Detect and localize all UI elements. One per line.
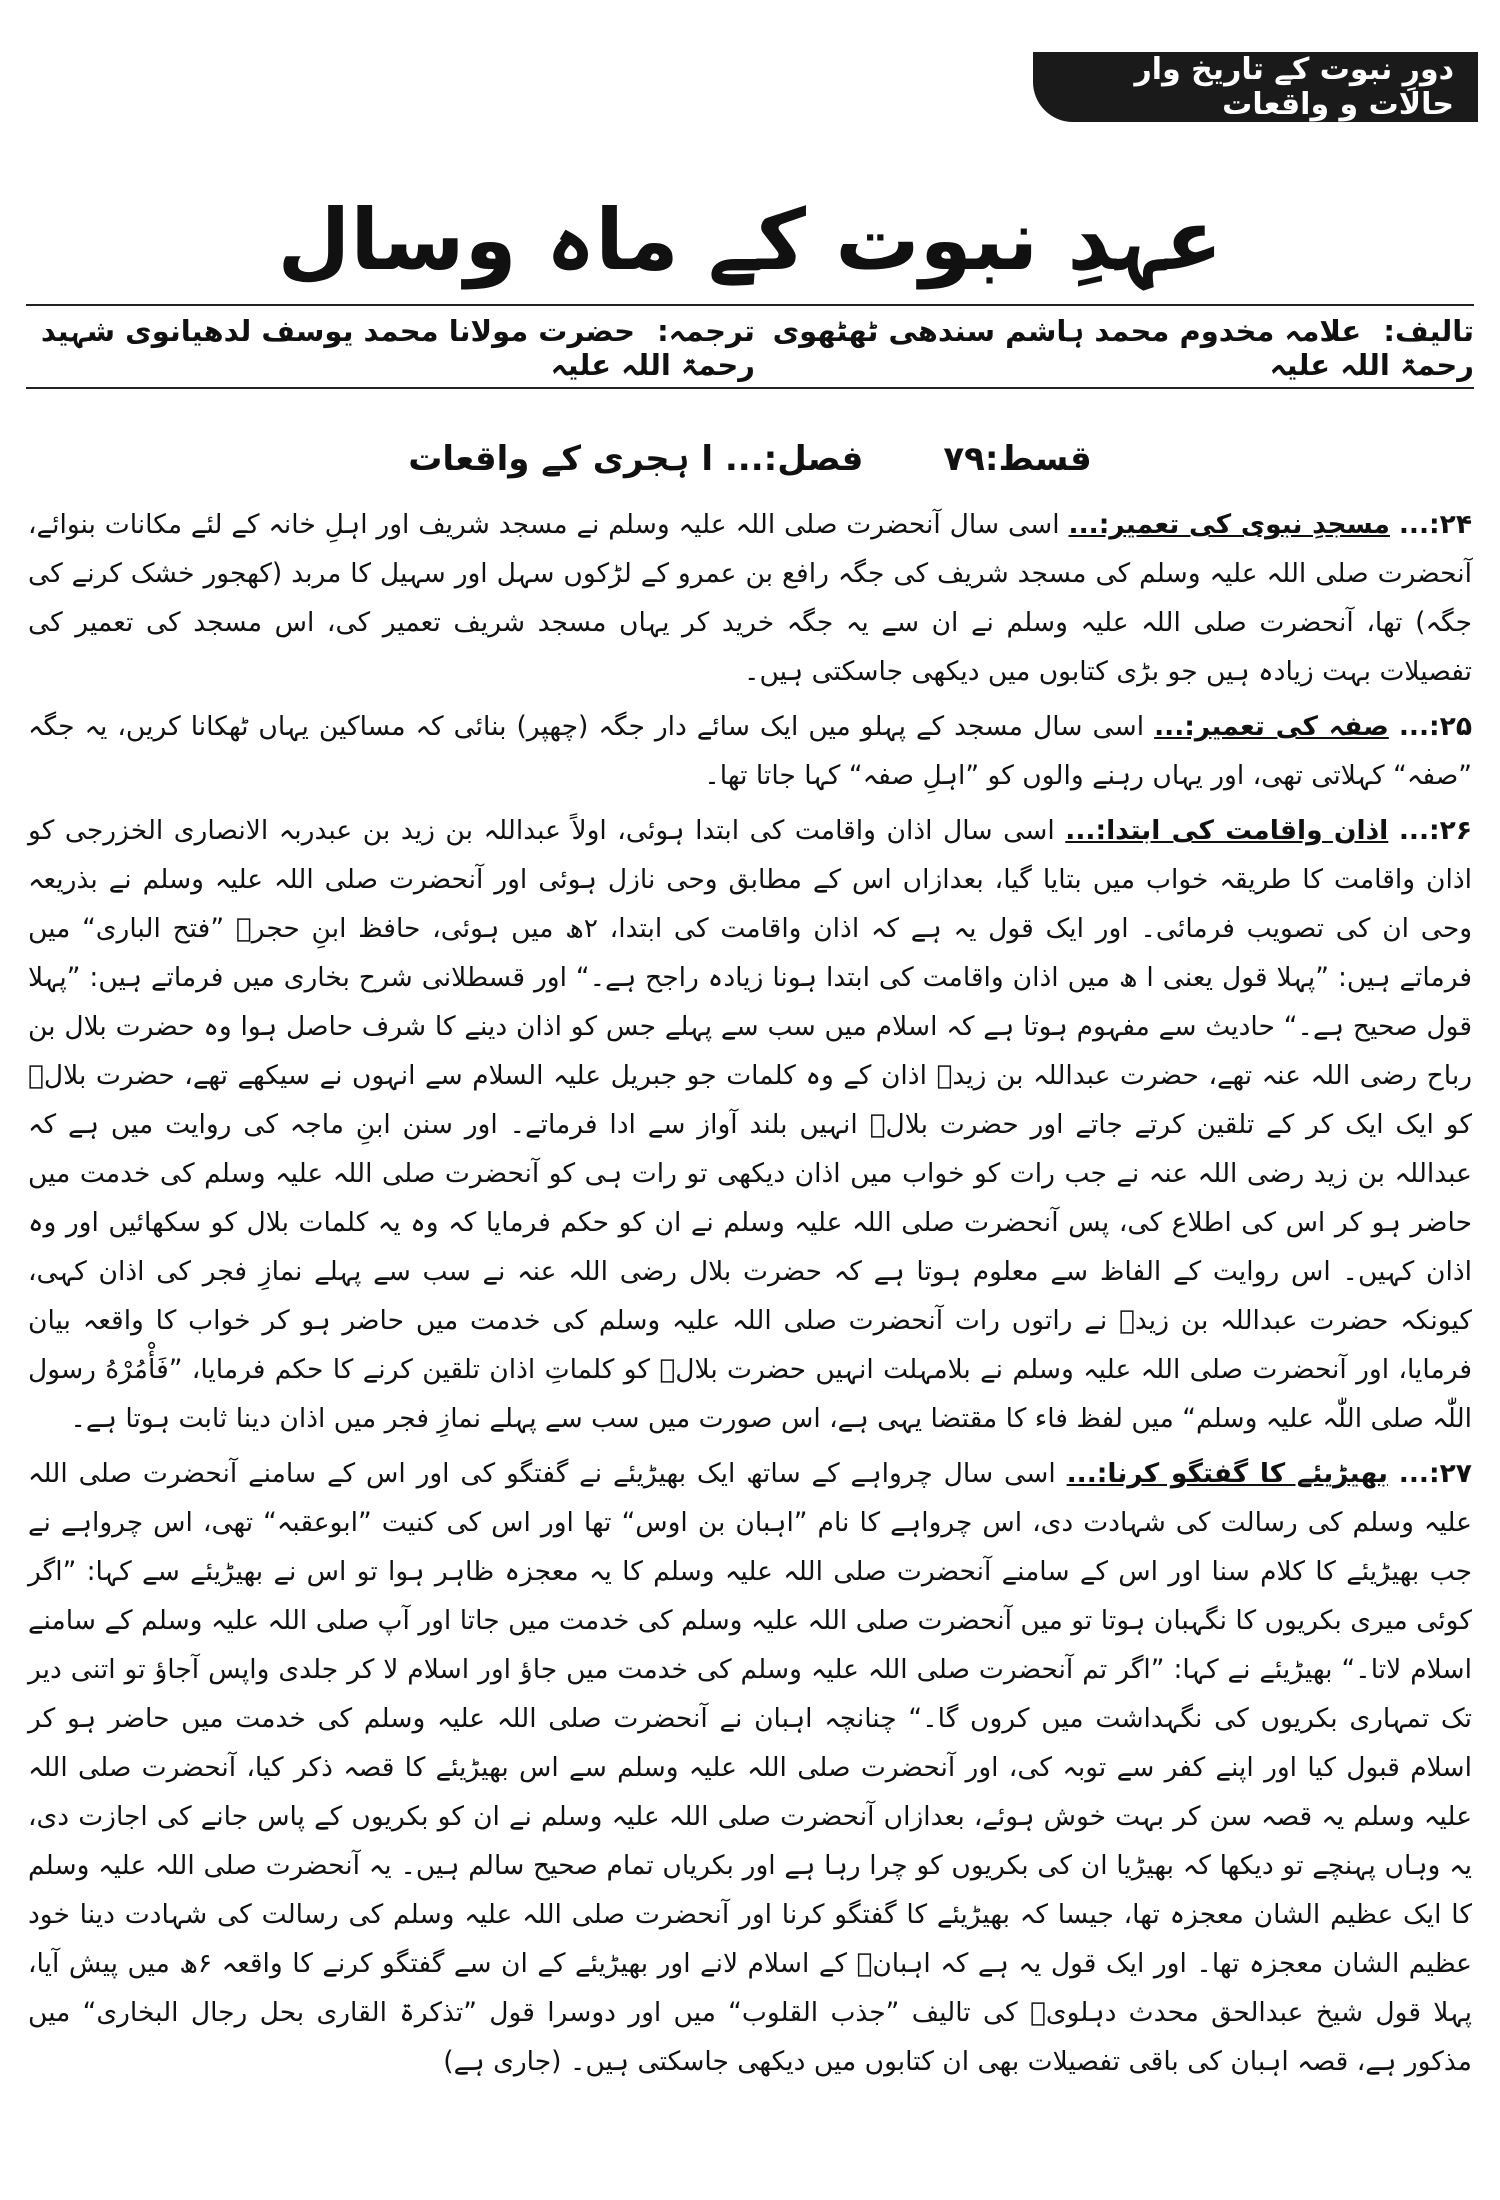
section-number: ۲۵:...: [1398, 711, 1472, 742]
continued-note: (جاری ہے): [443, 2046, 562, 2077]
chapter-title: فصل:... ا ہجری کے واقعات: [408, 439, 864, 479]
series-tab: [1033, 52, 1478, 122]
author-label: تالیف:: [1383, 314, 1474, 348]
section-25: [28, 702, 1472, 800]
episode-number: قسط:۷۹: [943, 438, 1092, 479]
translator-name: حضرت مولانا محمد یوسف لدھیانوی شہید رحمۃ اللہ علیہ: [40, 314, 755, 382]
section-27: [28, 1449, 1472, 2086]
credits-row: [26, 314, 1474, 382]
section-24: [28, 500, 1472, 696]
author-name: علامہ مخدوم محمد ہاشم سندھی ٹھٹھوی رحمۃ اللہ علیہ: [772, 314, 1474, 382]
section-heading: صفہ کی تعمیر:...: [1154, 711, 1389, 742]
section-text: اسی سال مسجد کے پہلو میں ایک سائے دار جگہ (چھپر) بنائی کہ مساکین یہاں ٹھکانا کریں، یہ جگہ ”صفہ“ کہلاتی تھی، اور یہاں رہنے والوں کو ”اہلِ صفہ“ کہا جاتا تھا۔: [28, 711, 1472, 791]
translator-credit: [26, 314, 755, 382]
section-text: اسی سال آنحضرت صلی اللہ علیہ وسلم نے مسجد شریف اور اہلِ خانہ کے لئے مکانات بنوائے، آنحضرت صلی اللہ علیہ وسلم کی مسجد شریف کی جگہ رافع بن عمرو کے لڑکوں سہل اور سہیل کا مربد (کھجور خشک کرنے کی جگہ) تھا، آنحضرت صلی اللہ علیہ وسلم نے ان سے یہ جگہ خرید کر یہاں مسجد شریف تعمیر کی، اس مسجد کی تعمیر کی تفصیلات بہت زیادہ ہیں جو بڑی کتابوں میں دیکھی جاسکتی ہیں۔: [28, 509, 1472, 687]
divider-top: [26, 304, 1474, 306]
article-body: [28, 500, 1472, 2092]
series-tab-label: دورِ نبوت کے تاریخ وار حالات و واقعات: [1134, 52, 1454, 122]
section-26: [28, 806, 1472, 1443]
translator-label: ترجمہ:: [657, 314, 755, 348]
section-text: اسی سال اذان واقامت کی ابتدا ہوئی، اولاً عبداللہ بن زید بن عبدربہ الانصاری الخزرجی کو اذان واقامت کا طریقہ خواب میں بتایا گیا، بعدازاں اس کے مطابق وحی نازل ہوئی اور آنحضرت صلی اللہ علیہ وسلم نے بذریعہ وحی ان کی تصویب فرمائی۔ اور ایک قول یہ ہے کہ اذان واقامت کی ابتدا، ۲ھ میں ہوئی، حافظ ابنِ حجرؒ ”فتح الباری“ میں فرماتے ہیں: ”پہلا قول یعنی ا ھ میں اذان واقامت کی ابتدا ہونا زیادہ راجح ہے۔“ اور قسطلانی شرح بخاری میں فرماتے ہیں: ”پہلا قول صحیح ہے۔“ حادیث سے مفہوم ہوتا ہے کہ اسلام میں سب سے پہلے جس کو اذان دینے کا شرف حاصل ہوا وہ حضرت بلال بن رباح رضی اللہ عنہ تھے، حضرت عبداللہ بن زیدؓ اذان کے وہ کلمات جو جبریل علیہ السلام سے انہوں نے سیکھے تھے، حضرت بلالؓ کو ایک ایک کر کے تلقین کرتے جاتے اور حضرت بلالؓ انہیں بلند آواز سے ادا فرماتے۔ اور سنن ابنِ ماجہ کی روایت میں ہے کہ عبداللہ بن زید رضی اللہ عنہ نے جب رات کو خواب میں اذان دیکھی تو رات ہی کو آنحضرت صلی اللہ علیہ وسلم کی خدمت میں حاضر ہو کر اس کی اطلاع کی، پس آنحضرت صلی اللہ علیہ وسلم نے ان کو حکم فرمایا کہ وہ یہ کلمات بلال کو سکھائیں اور وہ اذان کہیں۔ اس روایت کے الفاظ سے معلوم ہوتا ہے کہ حضرت بلال رضی اللہ عنہ نے سب سے پہلے نمازِ فجر کی اذان کہی، کیونکہ حضرت عبداللہ بن زیدؓ نے راتوں رات آنحضرت صلی اللہ علیہ وسلم کی خدمت میں حاضر ہو کر خواب کا واقعہ بیان فرمایا، اور آنحضرت صلی اللہ علیہ وسلم نے بلامہلت انہیں حضرت بلالؓ کو کلماتِ اذان تلقین کرنے کا حکم فرمایا، ”فَأْمُرْهُ رسول اللّٰہ صلی اللّٰہ علیہ وسلم“ میں لفظ فاء کا مقتضا یہی ہے، اس صورت میں سب سے پہلے نمازِ فجر میں اذان دینا ثابت ہوتا ہے۔: [28, 815, 1473, 1434]
article-title: عہدِ نبوت کے ماہ وسال: [277, 191, 1223, 289]
section-text: اسی سال چرواہے کے ساتھ ایک بھیڑیئے نے گفتگو کی اور اس کے سامنے آنحضرت صلی اللہ علیہ وسلم کی رسالت کی شہادت دی، اس چرواہے کا نام ”اہبان بن اوس“ تھا اور اس کی کنیت ”ابوعقبہ“ تھی، اس چرواہے نے جب بھیڑیئے کا کلام سنا اور اس کے سامنے آنحضرت صلی اللہ علیہ وسلم کا یہ معجزہ ظاہر ہوا تو اس نے بھیڑیئے سے کہا: ”اگر کوئی میری بکریوں کا نگہبان ہوتا تو میں آنحضرت صلی اللہ علیہ وسلم کی خدمت میں جاتا اور آپ صلی اللہ علیہ وسلم کے سامنے اسلام لاتا۔“ بھیڑیئے نے کہا: ”اگر تم آنحضرت صلی اللہ علیہ وسلم کی خدمت میں جاؤ اور اسلام لا کر جلدی واپس آجاؤ تو اتنی دیر تک تمہاری بکریوں کی نگہداشت میں کروں گا۔“ چنانچہ اہبان نے آنحضرت صلی اللہ علیہ وسلم کی خدمت میں حاضر ہو کر اسلام قبول کیا اور اپنے کفر سے توبہ کی، اور آنحضرت صلی اللہ علیہ وسلم سے اس بھیڑیئے کا قصہ ذکر کیا، آنحضرت صلی اللہ علیہ وسلم یہ قصہ سن کر بہت خوش ہوئے، بعدازاں آنحضرت صلی اللہ علیہ وسلم نے ان کو بکریوں کے پاس جانے کی اجازت دی، یہ وہاں پہنچے تو دیکھا کہ بھیڑیا ان کی بکریوں کو چرا رہا ہے اور بکریاں تمام صحیح سالم ہیں۔ یہ آنحضرت صلی اللہ علیہ وسلم کا ایک عظیم الشان معجزہ تھا، جیسا کہ بھیڑیئے کا گفتگو کرنا اور آنحضرت صلی اللہ علیہ وسلم کی رسالت کی شہادت دینا خود عظیم الشان معجزہ تھا۔ اور ایک قول یہ ہے کہ اہبانؓ کے اسلام لانے اور بھیڑیئے کے ان سے گفتگو کرنے کا واقعہ ۶ھ میں پیش آیا، پہلا قول شیخ عبدالحق محدث دہلویؒ کی تالیف ”جذب القلوب“ میں اور دوسرا قول ”تذکرۃ القاری بحل رجال البخاری“ میں مذکور ہے، قصہ اہبان کی باقی تفصیلات بھی ان کتابوں میں دیکھی جاسکتی ہیں۔: [28, 1458, 1472, 2077]
section-number: ۲۷:...: [1398, 1458, 1472, 1489]
installment-heading: [0, 438, 1500, 479]
section-number: ۲۶:...: [1398, 815, 1472, 846]
author-credit: [755, 314, 1474, 382]
section-number: ۲۴:...: [1398, 509, 1472, 540]
section-heading: مسجدِ نبوی کی تعمیر:...: [1068, 509, 1390, 540]
divider-bottom: [26, 387, 1474, 389]
section-heading: بھیڑیئے کا گفتگو کرنا:...: [1066, 1458, 1388, 1489]
section-heading: اذان واقامت کی ابتدا:...: [1065, 815, 1389, 846]
